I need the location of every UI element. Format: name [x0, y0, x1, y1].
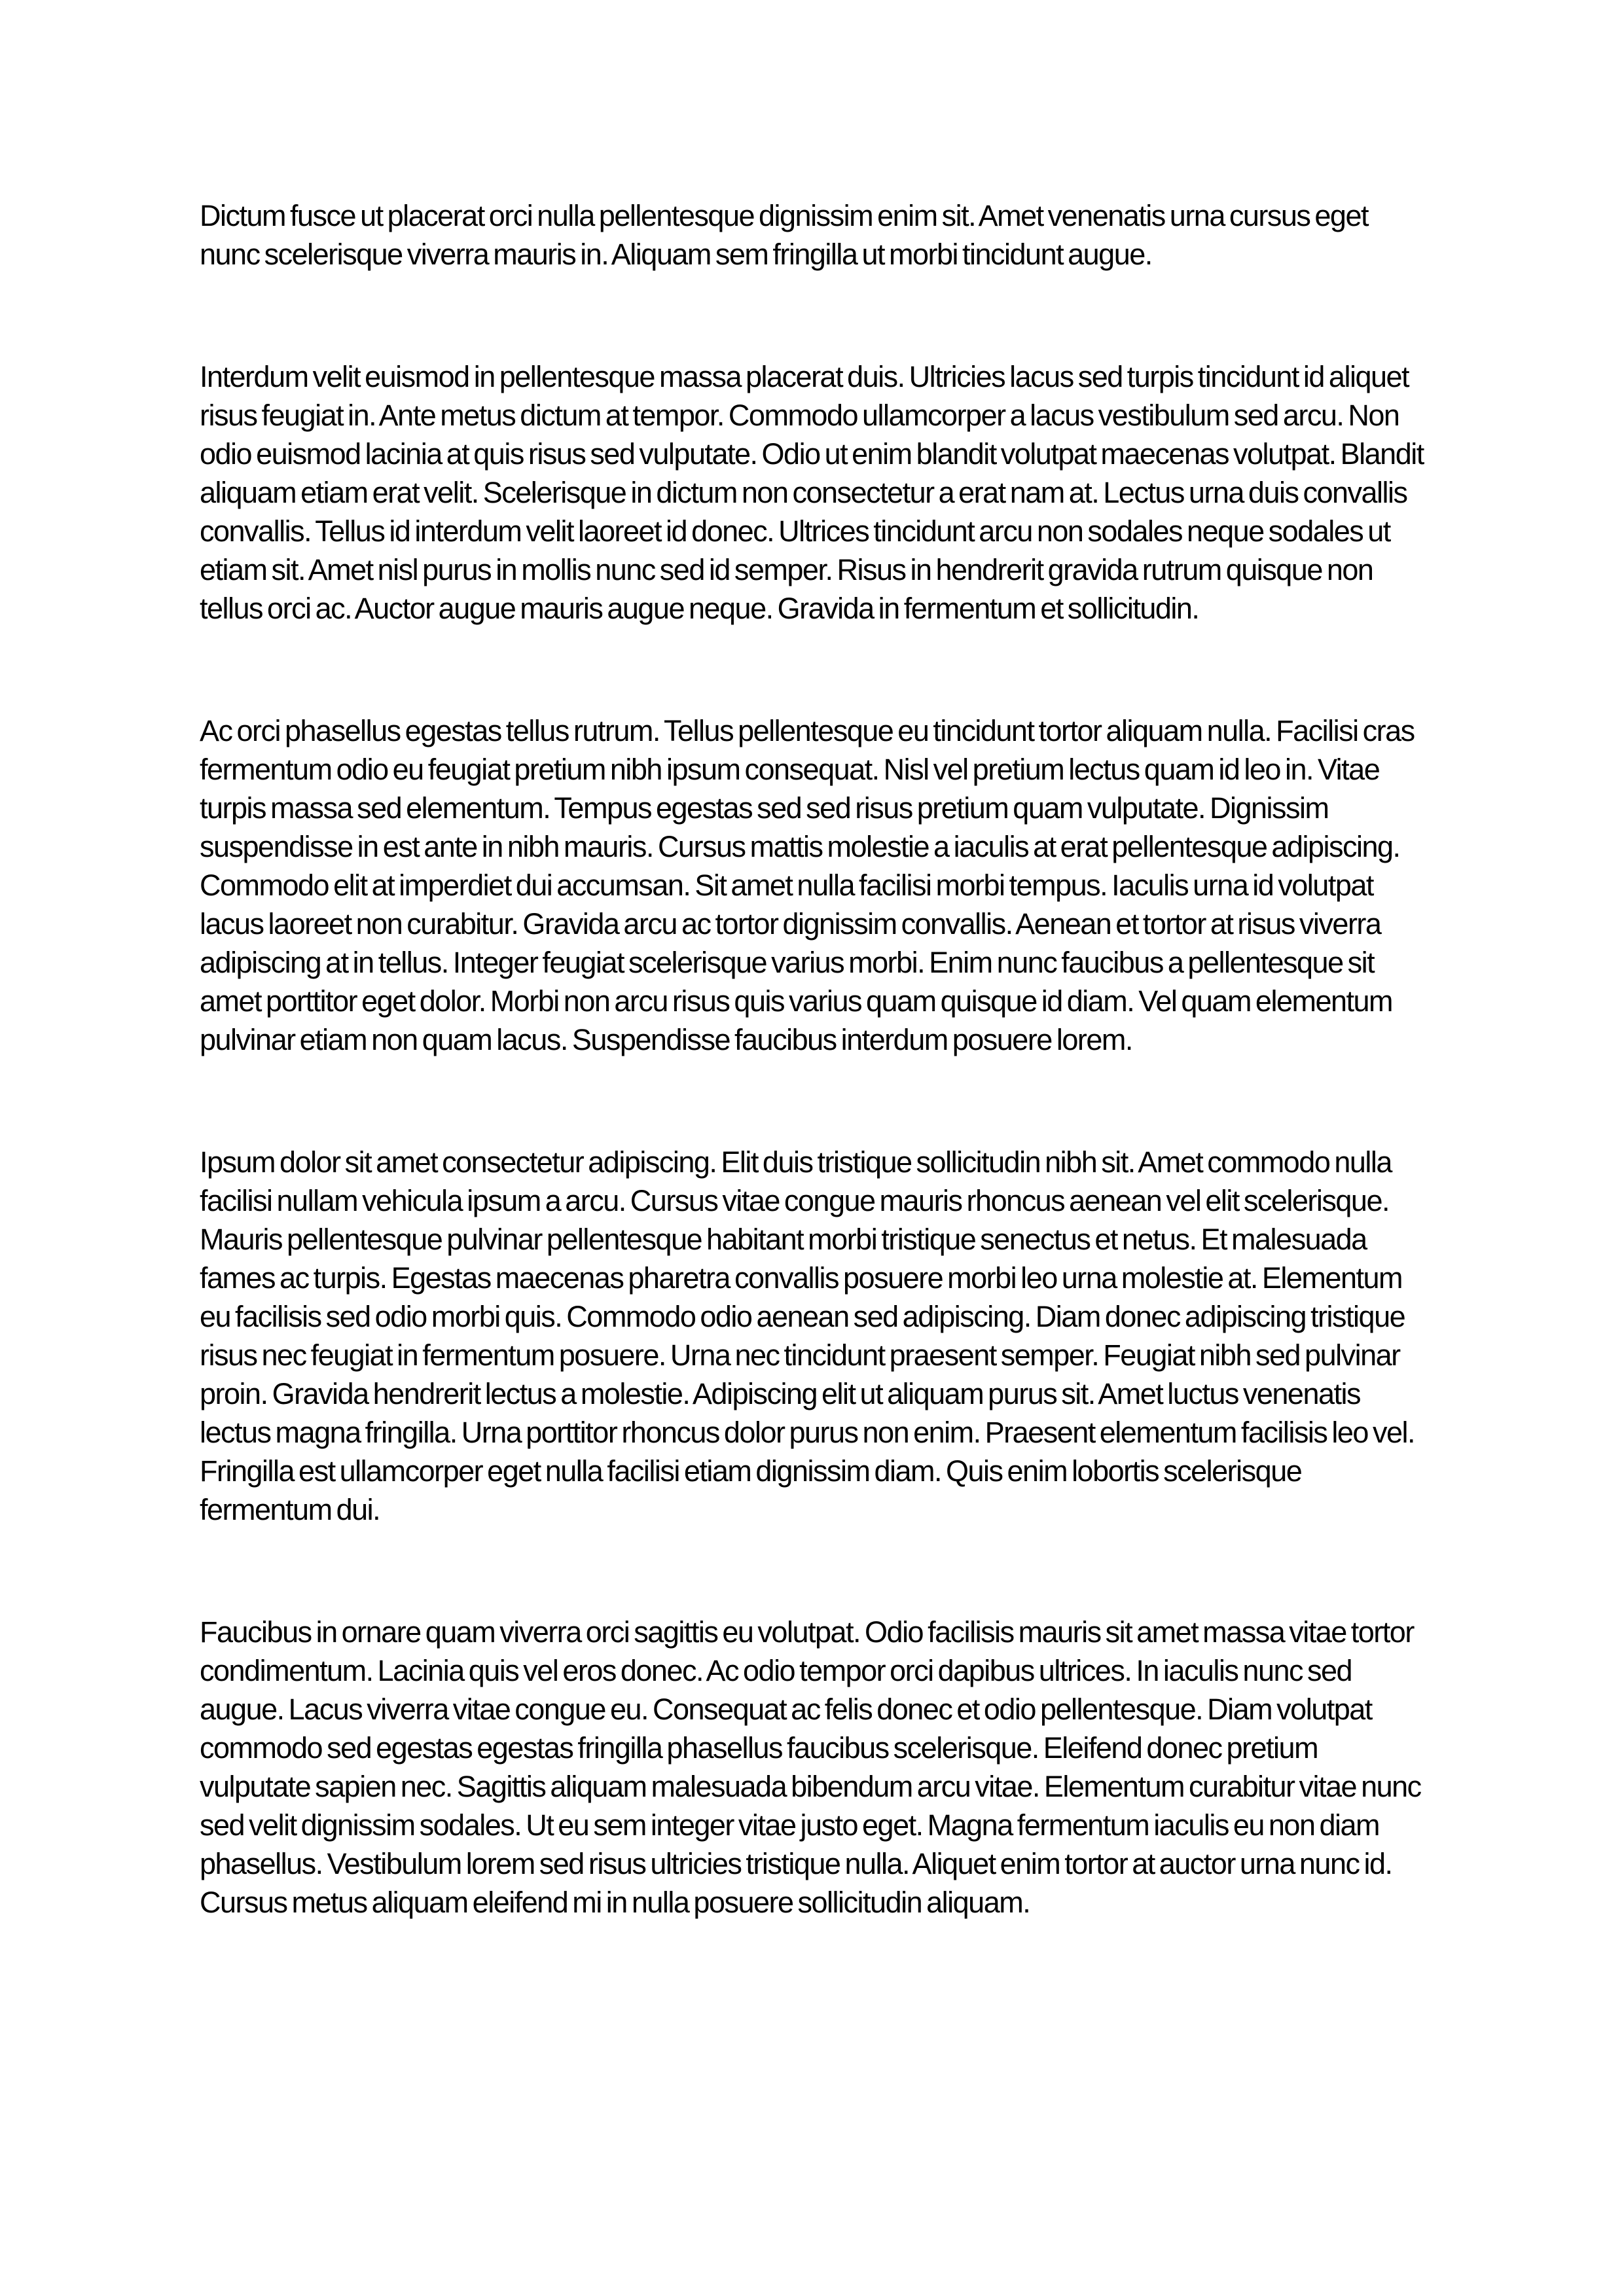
paragraph: Dictum fusce ut placerat orci nulla pellentesque dignissim enim sit. Amet venenatis urna cursus eget nunc scelerisque viverra mauris in. Aliquam sem fringilla ut morbi tincidunt augue.	[200, 199, 1368, 271]
paragraph: Ac orci phasellus egestas tellus rutrum. Tellus pellentesque eu tincidunt tortor aliquam nulla. Facilisi cras fermentum odio eu feugiat pretium nibh ipsum consequat. Nisl vel pretium lectus quam id leo in. Vitae turpis massa sed elementum. Tempus egestas sed sed risus pretium quam vulputate. Dignissim suspendisse in est ante in nibh mauris. Cursus mattis molestie a iaculis at erat pellentesque adipiscing. Commodo elit at imperdiet dui accumsan. Sit amet nulla facilisi morbi tempus. Iaculis urna id volutpat lacus laoreet non curabitur. Gravida arcu ac tortor dignissim convallis. Aenean et tortor at risus viverra adipiscing at in tellus. Integer feugiat scelerisque varius morbi. Enim nunc faucibus a pellentesque sit amet porttitor eget dolor. Morbi non arcu risus quis varius quam quisque id diam. Vel quam elementum pulvinar etiam non quam lacus. Suspendisse faucibus interdum posuere lorem.	[200, 714, 1415, 1056]
paragraph: Interdum velit euismod in pellentesque massa placerat duis. Ultricies lacus sed turpis tincidunt id aliquet risus feugiat in. Ante metus dictum at tempor. Commodo ullamcorper a lacus vestibulum sed arcu. Non odio euismod lacinia at quis risus sed vulputate. Odio ut enim blandit volutpat maecenas volutpat. Blandit aliquam etiam erat velit. Scelerisque in dictum non consectetur a erat nam at. Lectus urna duis convallis convallis. Tellus id interdum velit laoreet id donec. Ultrices tincidunt arcu non sodales neque sodales ut etiam sit. Amet nisl purus in mollis nunc sed id semper. Risus in hendrerit gravida rutrum quisque non tellus orci ac. Auctor augue mauris augue neque. Gravida in fermentum et sollicitudin.	[200, 360, 1424, 625]
paragraph: Ipsum dolor sit amet consectetur adipiscing. Elit duis tristique sollicitudin nibh sit. Amet commodo nulla facilisi nullam vehicula ipsum a arcu. Cursus vitae congue mauris rhoncus aenean vel elit scelerisque. Mauris pellentesque pulvinar pellentesque habitant morbi tristique senectus et netus. Et malesuada fames ac turpis. Egestas maecenas pharetra convallis posuere morbi leo urna molestie at. Elementum eu facilisis sed odio morbi quis. Commodo odio aenean sed adipiscing. Diam donec adipiscing tristique risus nec feugiat in fermentum posuere. Urna nec tincidunt praesent semper. Feugiat nibh sed pulvinar proin. Gravida hendrerit lectus a molestie. Adipiscing elit ut aliquam purus sit. Amet luctus venenatis lectus magna fringilla. Urna porttitor rhoncus dolor purus non enim. Praesent elementum facilisis leo vel. Fringilla est ullamcorper eget nulla facilisi etiam dignissim diam. Quis enim lobortis scelerisque fermentum dui.	[200, 1145, 1415, 1526]
paragraph: Faucibus in ornare quam viverra orci sagittis eu volutpat. Odio facilisis mauris sit amet massa vitae tortor condimentum. Lacinia quis vel eros donec. Ac odio tempor orci dapibus ultrices. In iaculis nunc sed augue. Lacus viverra vitae congue eu. Consequat ac felis donec et odio pellentesque. Diam volutpat commodo sed egestas egestas fringilla phasellus faucibus scelerisque. Eleifend donec pretium vulputate sapien nec. Sagittis aliquam malesuada bibendum arcu vitae. Elementum curabitur vitae nunc sed velit dignissim sodales. Ut eu sem integer vitae justo eget. Magna fermentum iaculis eu non diam phasellus. Vestibulum lorem sed risus ultricies tristique nulla. Aliquet enim tortor at auctor urna nunc id. Cursus metus aliquam eleifend mi in nulla posuere sollicitudin aliquam.	[200, 1615, 1421, 1919]
document-body	[200, 196, 1425, 1922]
